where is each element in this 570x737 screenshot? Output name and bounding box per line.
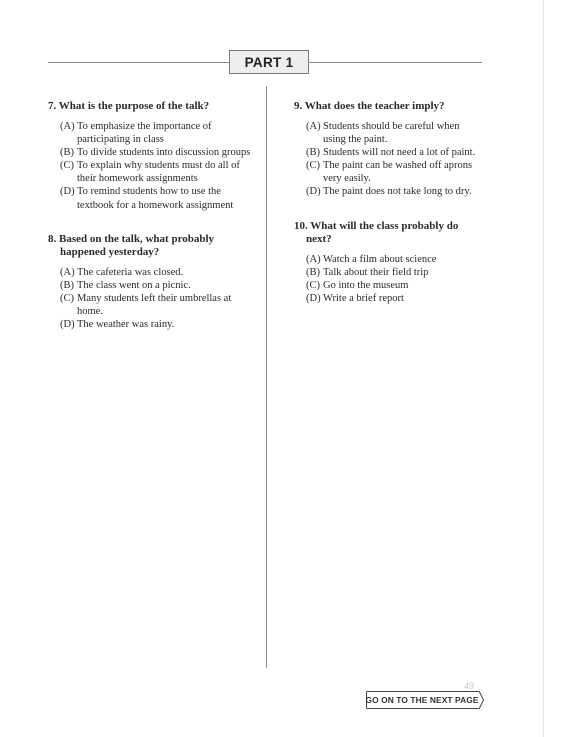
option-letter: (A) — [306, 253, 321, 265]
option-a — [48, 120, 253, 146]
option-b — [294, 146, 484, 159]
question-stem: 7. What is the purpose of the talk? — [48, 100, 210, 112]
option-text: To explain why students must do all of their homework assignments — [77, 160, 240, 185]
option-letter: (C) — [306, 279, 320, 291]
option-text: Students will not need a lot of paint. — [323, 147, 476, 159]
option-c — [48, 292, 253, 318]
option-text: Talk about their field trip — [323, 266, 429, 278]
option-text: To remind students how to use the textbook for a homework assignment — [77, 186, 234, 211]
question-7 — [48, 100, 253, 212]
option-letter: (D) — [60, 186, 75, 198]
option-c — [294, 159, 484, 185]
option-letter: (A) — [60, 266, 75, 278]
next-page-label: GO ON TO THE NEXT PAGE — [365, 695, 479, 705]
question-stem: 9. What does the teacher imply? — [294, 100, 445, 112]
option-letter: (C) — [60, 160, 74, 172]
option-text: The cafeteria was closed. — [77, 266, 184, 278]
option-a — [294, 253, 484, 266]
option-text: To divide students into discussion groups — [77, 147, 251, 159]
option-letter: (C) — [60, 292, 74, 304]
option-letter: (B) — [60, 279, 74, 291]
option-letter: (B) — [306, 266, 320, 278]
option-c — [294, 279, 484, 292]
part-label: PART 1 — [229, 50, 309, 74]
option-text: The paint can be washed off aprons very easily. — [323, 160, 473, 185]
option-text: Many students left their umbrellas at home. — [77, 292, 232, 317]
option-text: The weather was rainy. — [77, 319, 175, 331]
option-text: Write a brief report — [323, 292, 404, 304]
header-rule-right — [308, 62, 482, 63]
question-9 — [294, 100, 484, 199]
option-d — [294, 292, 484, 305]
option-text: To emphasize the importance of participating in class — [77, 121, 212, 146]
option-text: The paint does not take long to dry. — [323, 186, 472, 198]
option-c — [48, 159, 253, 185]
question-10 — [294, 220, 484, 305]
go-on-next-page-indicator — [366, 691, 484, 709]
option-letter: (A) — [306, 121, 321, 132]
option-letter: (C) — [306, 160, 320, 172]
header-rule-left — [48, 62, 230, 63]
option-letter: (A) — [60, 121, 75, 132]
option-letter: (D) — [306, 292, 321, 304]
option-b — [48, 146, 253, 159]
option-a — [48, 266, 253, 279]
option-d — [294, 185, 484, 198]
option-d — [48, 185, 253, 211]
option-letter: (D) — [306, 186, 321, 198]
left-column — [48, 100, 253, 352]
right-column — [294, 100, 484, 326]
option-letter: (D) — [60, 319, 75, 331]
column-divider — [266, 86, 267, 668]
page-edge-line — [543, 0, 544, 737]
question-stem: 8. Based on the talk, what probably happened yesterday? — [48, 232, 215, 258]
option-b — [48, 279, 253, 292]
option-letter: (B) — [60, 147, 74, 159]
question-stem: 10. What will the class probably do next? — [294, 219, 459, 245]
option-d — [48, 318, 253, 331]
option-a — [294, 120, 484, 146]
option-text: The class went on a picnic. — [77, 279, 191, 291]
option-text: Go into the museum — [323, 279, 409, 291]
option-letter: (B) — [306, 147, 320, 159]
option-b — [294, 266, 484, 279]
option-text: Watch a film about science — [323, 253, 437, 265]
question-8 — [48, 233, 253, 331]
option-text: Students should be careful when using the paint. — [323, 121, 460, 146]
page-number: 49 — [464, 681, 475, 691]
